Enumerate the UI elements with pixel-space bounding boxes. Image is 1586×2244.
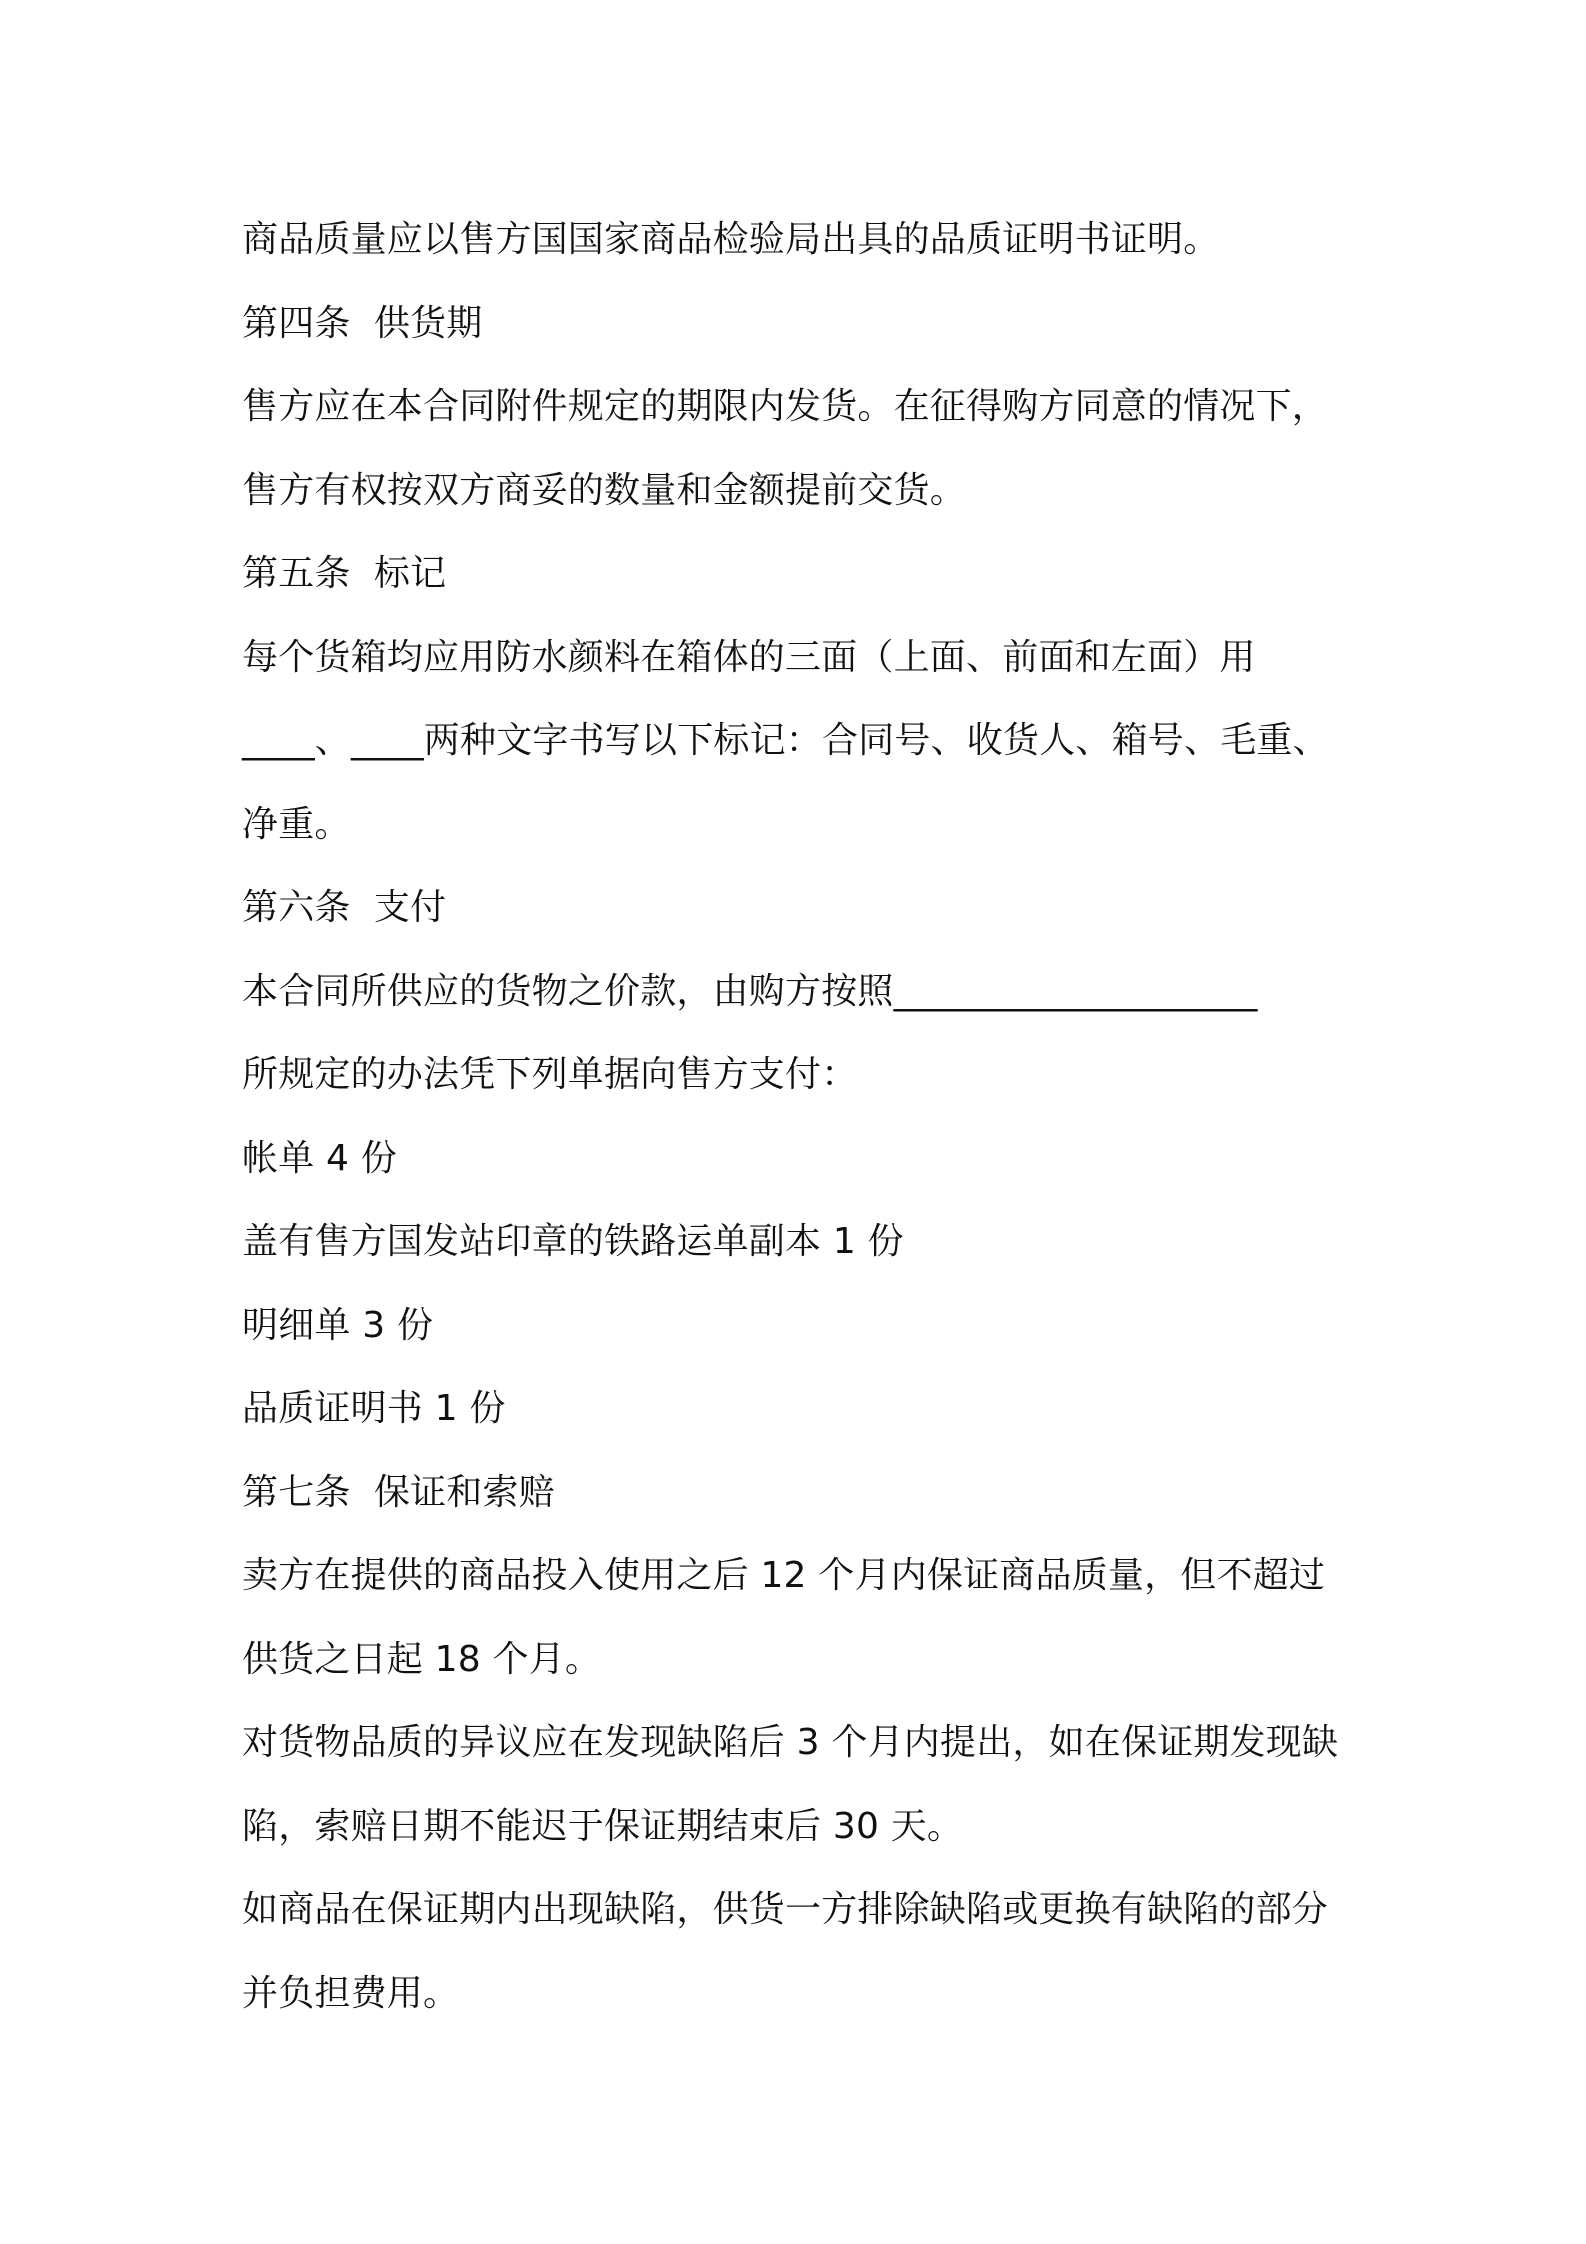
document-body: [242, 198, 1372, 2035]
list-item: 明细单 3 份: [242, 1304, 434, 1346]
section-heading: 第七条 保证和索赔: [242, 1471, 555, 1513]
paragraph-line: 本合同所供应的货物之价款，由购方按照____________________: [242, 970, 1258, 1012]
list-item: 品质证明书 1 份: [242, 1388, 506, 1429]
section-heading: 第五条 标记: [242, 553, 447, 594]
paragraph-line: 供货之日起 18 个月。: [242, 1638, 602, 1680]
paragraph-line: 卖方在提供的商品投入使用之后 12 个月内保证商品质量，但不超过: [242, 1555, 1326, 1596]
paragraph-line: 售方有权按双方商妥的数量和金额提前交货。: [242, 469, 967, 511]
paragraph-line: 所规定的办法凭下列单据向售方支付：: [242, 1054, 858, 1095]
paragraph-line: 售方应在本合同附件规定的期限内发货。在征得购方同意的情况下，: [242, 386, 1329, 427]
paragraph-line: 陷，索赔日期不能迟于保证期结束后 30 天。: [242, 1805, 964, 1847]
paragraph-line: 并负担费用。: [242, 1972, 460, 2014]
paragraph-line: 如商品在保证期内出现缺陷，供货一方排除缺陷或更换有缺陷的部分: [242, 1889, 1329, 1930]
paragraph-line: 对货物品质的异议应在发现缺陷后 3 个月内提出，如在保证期发现缺: [242, 1722, 1339, 1763]
list-item: 帐单 4 份: [242, 1137, 397, 1179]
list-item: 盖有售方国发站印章的铁路运单副本 1 份: [242, 1221, 904, 1262]
paragraph-line: ____、____两种文字书写以下标记：合同号、收货人、箱号、毛重、: [242, 720, 1329, 761]
section-heading: 第六条 支付: [242, 887, 447, 928]
section-heading: 第四条 供货期: [242, 302, 483, 344]
paragraph-line: 净重。: [242, 803, 351, 845]
paragraph-line: 每个货箱均应用防水颜料在箱体的三面（上面、前面和左面）用: [242, 636, 1256, 678]
paragraph-line: 商品质量应以售方国国家商品检验局出具的品质证明书证明。: [242, 219, 1220, 260]
